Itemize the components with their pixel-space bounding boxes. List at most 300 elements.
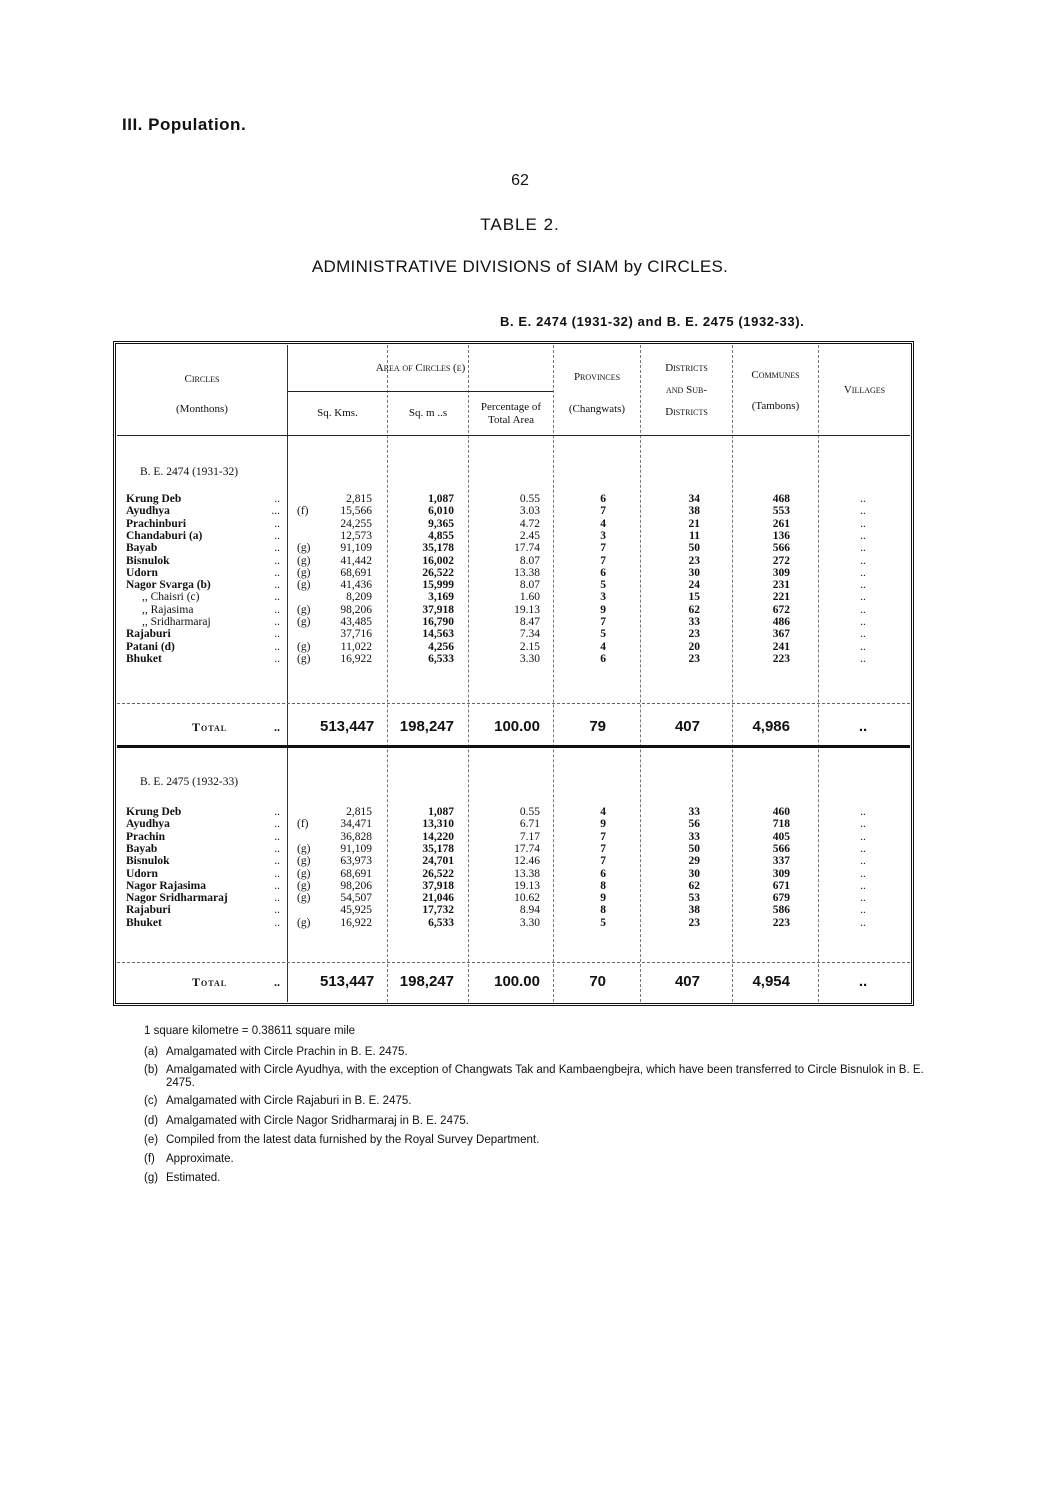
cell-sqkm: 15,566	[340, 505, 372, 518]
cell-vill: ..	[860, 904, 866, 917]
header-percentage: Percentage of	[480, 401, 542, 413]
table-row	[0, 616, 1040, 629]
cell-pct: 0.55	[519, 806, 540, 818]
cell-sqmi: 17,732	[422, 904, 454, 917]
cell-dots: ..	[274, 566, 280, 579]
cell-dots: ..	[274, 652, 280, 665]
header-circles: Circles	[184, 373, 220, 385]
cell-sqkm: 68,691	[340, 566, 372, 579]
cell-vill: ..	[860, 554, 866, 567]
header-districts: Districts	[665, 362, 708, 374]
cell-note: (g)	[297, 603, 311, 616]
cell-comm: 272	[772, 554, 790, 567]
cell-dots: ..	[274, 842, 280, 855]
header-sq-miles: Sq. m ..s	[408, 407, 448, 419]
cell-name: Nagor Sridharmaraj	[126, 892, 228, 905]
cell-prov: 5	[600, 916, 606, 929]
cell-note: (g)	[297, 616, 311, 628]
cell-note: (g)	[297, 879, 311, 892]
cell-vill: ..	[860, 879, 866, 892]
cell-dist: 24	[688, 579, 700, 592]
cell-vill: ..	[860, 579, 866, 592]
table-row	[0, 843, 1040, 856]
cell-note: (g)	[297, 579, 311, 592]
cell-dots: ..	[274, 529, 280, 542]
table-row	[0, 806, 1040, 819]
cell-comm: 231	[772, 579, 790, 592]
cell-vill: ..	[860, 591, 866, 604]
table-row	[0, 555, 1040, 568]
cell-note: (g)	[297, 916, 311, 929]
cell-vill: ..	[860, 855, 866, 868]
cell-prov: 3	[600, 591, 606, 604]
cell-name: Bayab	[126, 542, 158, 555]
cell-pct: 8.47	[519, 616, 540, 628]
cell-pct: 19.13	[514, 879, 540, 892]
cell-name: Chandaburi (a)	[126, 529, 203, 542]
cell-name: Bisnulok	[126, 855, 170, 868]
cell-dist: 23	[688, 652, 700, 665]
table-row	[0, 831, 1040, 844]
cell-dist: 30	[688, 867, 700, 880]
cell-pct: 10.62	[514, 892, 540, 905]
table-row	[0, 917, 1040, 930]
cell-pct: 7.34	[519, 628, 540, 641]
cell-sqmi: 16,002	[422, 554, 454, 567]
cell-comm: 566	[772, 842, 790, 855]
cell-sqmi: 35,178	[422, 842, 454, 855]
cell-prov: 6	[600, 867, 606, 880]
cell-dots: ..	[274, 867, 280, 880]
area-header-rule	[288, 391, 553, 392]
cell-sqmi: 35,178	[422, 542, 454, 555]
cell-dist: 50	[688, 542, 700, 555]
cell-comm: 718	[772, 818, 790, 831]
cell-dots: ...	[271, 505, 280, 518]
cell-prov: 7	[600, 616, 606, 628]
total-rule	[117, 962, 910, 963]
footnote-key: (f)	[144, 1153, 155, 1165]
cell-prov: 3	[600, 529, 606, 542]
cell-name: Krung Deb	[126, 493, 182, 505]
footnote-text: Amalgamated with Circle Nagor Sridharmaraj in B. E. 2475.	[166, 1115, 469, 1127]
cell-comm: 136	[772, 529, 790, 542]
total-sqkm: 513,447	[320, 973, 375, 990]
cell-pct: 4.72	[519, 517, 540, 530]
cell-comm: 337	[772, 855, 790, 868]
cell-vill: ..	[860, 542, 866, 555]
cell-pct: 7.17	[519, 830, 540, 843]
cell-name: Bisnulok	[126, 554, 170, 567]
cell-vill: ..	[860, 616, 866, 628]
cell-dist: 33	[688, 830, 700, 843]
total-sqkm: 513,447	[320, 718, 375, 735]
cell-dist: 15	[688, 591, 700, 604]
cell-dots: ..	[274, 591, 280, 604]
cell-dots: ..	[274, 517, 280, 530]
table-row	[0, 542, 1040, 555]
cell-sqmi: 26,522	[422, 867, 454, 880]
cell-prov: 4	[600, 640, 606, 653]
cell-name: Nagor Svarga (b)	[126, 579, 211, 592]
cell-name: Rajaburi	[126, 904, 171, 917]
cell-sqmi: 4,855	[428, 529, 454, 542]
cell-sqmi: 3,169	[428, 591, 454, 604]
cell-vill: ..	[860, 892, 866, 905]
cell-prov: 8	[600, 879, 606, 892]
table-title: TABLE 2.	[480, 215, 560, 234]
cell-vill: ..	[860, 818, 866, 831]
total-vill: ..	[858, 718, 868, 735]
cell-dist: 30	[688, 566, 700, 579]
cell-comm: 671	[772, 879, 790, 892]
table-row	[0, 892, 1040, 905]
cell-name: Patani (d)	[126, 640, 175, 653]
cell-note: (g)	[297, 652, 311, 665]
section-title: III. Population.	[122, 115, 247, 134]
cell-sqmi: 4,256	[428, 640, 454, 653]
cell-sqmi: 26,522	[422, 566, 454, 579]
cell-pct: 1.60	[519, 591, 540, 604]
total-row	[0, 973, 1040, 991]
cell-name: Ayudhya	[126, 818, 170, 831]
table-row	[0, 653, 1040, 666]
cell-name: Bhuket	[126, 916, 162, 929]
cell-prov: 4	[600, 517, 606, 530]
cell-comm: 460	[772, 806, 790, 818]
block-separator	[117, 745, 910, 748]
total-sqmi: 198,247	[399, 718, 454, 735]
table-row	[0, 868, 1040, 881]
cell-comm: 261	[772, 517, 790, 530]
page-number: 62	[511, 172, 529, 189]
table-row	[0, 855, 1040, 868]
cell-sqkm: 2,815	[346, 806, 372, 818]
header-tambons: (Tambons)	[751, 400, 800, 412]
cell-dist: 11	[689, 529, 700, 542]
cell-dots: ..	[274, 640, 280, 653]
cell-comm: 672	[772, 603, 790, 616]
table-row	[0, 579, 1040, 592]
cell-dots: ..	[274, 916, 280, 929]
total-row	[0, 718, 1040, 736]
cell-dist: 23	[688, 554, 700, 567]
cell-dots: ..	[274, 628, 280, 641]
cell-dist: 56	[688, 818, 700, 831]
cell-sqmi: 16,790	[422, 616, 454, 628]
cell-dist: 33	[688, 616, 700, 628]
table-row	[0, 493, 1040, 506]
cell-name: Udorn	[126, 867, 158, 880]
cell-name: ,, Rajasima	[142, 603, 194, 616]
cell-pct: 8.07	[519, 554, 540, 567]
cell-pct: 3.30	[519, 916, 540, 929]
cell-prov: 4	[600, 806, 606, 818]
cell-prov: 7	[600, 505, 606, 518]
cell-pct: 2.45	[519, 529, 540, 542]
cell-pct: 17.74	[514, 842, 540, 855]
cell-dist: 21	[688, 517, 700, 530]
cell-note: (g)	[297, 867, 311, 880]
footnote-key: (a)	[144, 1046, 159, 1058]
cell-prov: 6	[600, 493, 606, 505]
total-prov: 79	[589, 718, 606, 735]
cell-vill: ..	[860, 806, 866, 818]
cell-comm: 223	[772, 652, 790, 665]
cell-prov: 7	[600, 855, 606, 868]
table-row	[0, 628, 1040, 641]
cell-sqkm: 11,022	[340, 640, 372, 653]
footnote-text: 1 square kilometre = 0.38611 square mile	[144, 1025, 356, 1037]
cell-dist: 38	[688, 505, 700, 518]
footnote-text: Estimated.	[166, 1172, 221, 1184]
cell-comm: 566	[772, 542, 790, 555]
header-changwats: (Changwats)	[568, 403, 626, 415]
cell-pct: 13.38	[514, 867, 540, 880]
cell-sqkm: 91,109	[340, 542, 372, 555]
cell-name: Prachin	[126, 830, 165, 843]
cell-pct: 19.13	[514, 603, 540, 616]
cell-dist: 62	[688, 603, 700, 616]
table-row	[0, 567, 1040, 580]
header-villages: Villages	[843, 384, 886, 396]
cell-comm: 221	[772, 591, 790, 604]
cell-comm: 486	[772, 616, 790, 628]
table-row	[0, 641, 1040, 654]
table-subtitle: ADMINISTRATIVE DIVISIONS of SIAM by CIRCLES.	[311, 257, 729, 276]
cell-sqmi: 6,533	[428, 916, 454, 929]
cell-dots: ..	[274, 542, 280, 555]
cell-name: Udorn	[126, 566, 158, 579]
cell-note: (g)	[297, 892, 311, 905]
cell-sqkm: 43,485	[340, 616, 372, 628]
cell-pct: 8.94	[519, 904, 540, 917]
total-label: Total	[192, 975, 228, 989]
cell-dots: ..	[274, 818, 280, 831]
cell-vill: ..	[860, 652, 866, 665]
cell-vill: ..	[860, 517, 866, 530]
footnote-key: (e)	[144, 1134, 159, 1146]
cell-name: Rajaburi	[126, 628, 171, 641]
cell-dist: 34	[688, 493, 700, 505]
cell-sqkm: 98,206	[340, 879, 372, 892]
cell-pct: 6.71	[519, 818, 540, 831]
cell-dots: ..	[274, 855, 280, 868]
cell-prov: 7	[600, 542, 606, 555]
header-total-area: Total Area	[488, 414, 534, 426]
cell-sqmi: 24,701	[422, 855, 454, 868]
cell-sqkm: 91,109	[340, 842, 372, 855]
cell-sqkm: 37,716	[340, 628, 372, 641]
header-provinces: Provinces	[573, 371, 621, 383]
cell-dots: ..	[274, 579, 280, 592]
cell-name: Ayudhya	[126, 505, 170, 518]
cell-sqkm: 34,471	[340, 818, 372, 831]
cell-dist: 38	[688, 904, 700, 917]
cell-comm: 679	[772, 892, 790, 905]
total-dots: ..	[274, 720, 280, 734]
cell-prov: 8	[600, 904, 606, 917]
cell-dist: 50	[688, 842, 700, 855]
cell-prov: 9	[600, 892, 606, 905]
total-dist: 407	[674, 718, 700, 735]
cell-comm: 241	[772, 640, 790, 653]
years-heading: B. E. 2474 (1931-32) and B. E. 2475 (1932-33).	[500, 314, 805, 329]
table-row	[0, 604, 1040, 617]
table-row	[0, 818, 1040, 831]
cell-prov: 9	[600, 818, 606, 831]
cell-sqkm: 41,436	[340, 579, 372, 592]
cell-sqkm: 45,925	[340, 904, 372, 917]
header-and-sub: and Sub-	[666, 384, 707, 396]
cell-vill: ..	[860, 493, 866, 505]
table-row	[0, 518, 1040, 531]
cell-vill: ..	[860, 867, 866, 880]
cell-note: (g)	[297, 842, 311, 855]
cell-vill: ..	[860, 603, 866, 616]
cell-pct: 2.15	[519, 640, 540, 653]
cell-sqmi: 37,918	[422, 879, 454, 892]
header-sq-kms: Sq. Kms.	[317, 407, 358, 419]
cell-sqmi: 1,087	[428, 806, 454, 818]
cell-dots: ..	[274, 904, 280, 917]
header-sub-districts: Districts	[665, 406, 708, 418]
cell-sqkm: 8,209	[346, 591, 372, 604]
cell-sqmi: 13,310	[422, 818, 454, 831]
cell-name: Bhuket	[126, 652, 162, 665]
cell-prov: 5	[600, 579, 606, 592]
cell-sqmi: 15,999	[422, 579, 454, 592]
cell-comm: 468	[772, 493, 790, 505]
cell-vill: ..	[860, 505, 866, 518]
cell-sqmi: 21,046	[422, 892, 454, 905]
cell-prov: 7	[600, 830, 606, 843]
block-label-2474: B. E. 2474 (1931-32)	[140, 466, 239, 478]
cell-dist: 62	[688, 879, 700, 892]
cell-vill: ..	[860, 916, 866, 929]
cell-note: (f)	[297, 505, 309, 518]
cell-sqkm: 63,973	[340, 855, 372, 868]
cell-sqmi: 6,010	[428, 505, 454, 518]
total-pct: 100.00	[494, 718, 540, 735]
cell-name: Krung Deb	[126, 806, 182, 818]
footnote-text: Approximate.	[166, 1153, 234, 1165]
cell-sqkm: 16,922	[340, 916, 372, 929]
cell-dist: 23	[688, 916, 700, 929]
cell-comm: 309	[772, 566, 790, 579]
footnote-key: (b)	[144, 1064, 159, 1076]
table-row	[0, 505, 1040, 518]
header-monthons: (Monthons)	[176, 403, 228, 415]
cell-name: Prachinburi	[126, 517, 187, 530]
table-row	[0, 880, 1040, 893]
total-sqmi: 198,247	[399, 973, 454, 990]
cell-vill: ..	[860, 842, 866, 855]
cell-sqmi: 37,918	[422, 603, 454, 616]
cell-dist: 53	[688, 892, 700, 905]
cell-dist: 20	[688, 640, 700, 653]
footnote-text: Amalgamated with Circle Prachin in B. E. 2475.	[166, 1046, 408, 1058]
cell-vill: ..	[860, 566, 866, 579]
total-comm: 4,954	[752, 973, 790, 990]
cell-sqmi: 14,220	[422, 830, 454, 843]
cell-vill: ..	[860, 628, 866, 641]
total-dots: ..	[274, 975, 280, 989]
cell-note: (g)	[297, 640, 311, 653]
cell-name: Bayab	[126, 842, 158, 855]
table-row	[0, 591, 1040, 604]
cell-dots: ..	[274, 879, 280, 892]
cell-note: (g)	[297, 566, 311, 579]
footnote-text: Compiled from the latest data furnished by the Royal Survey Department.	[166, 1134, 540, 1146]
cell-dots: ..	[274, 830, 280, 843]
cell-dist: 33	[688, 806, 700, 818]
cell-note: (g)	[297, 855, 311, 868]
cell-comm: 223	[772, 916, 790, 929]
total-vill: ..	[858, 973, 868, 990]
cell-sqmi: 9,365	[428, 517, 454, 530]
cell-comm: 586	[772, 904, 790, 917]
cell-sqkm: 36,828	[340, 830, 372, 843]
total-rule	[117, 703, 910, 704]
footnote-text: Amalgamated with Circle Rajaburi in B. E. 2475.	[166, 1095, 412, 1107]
cell-name: Nagor Rajasima	[126, 879, 206, 892]
cell-pct: 3.03	[519, 505, 540, 518]
cell-sqkm: 16,922	[340, 652, 372, 665]
cell-vill: ..	[860, 640, 866, 653]
cell-comm: 309	[772, 867, 790, 880]
header-communes: Communes	[751, 369, 800, 381]
cell-sqkm: 98,206	[340, 603, 372, 616]
total-comm: 4,986	[752, 718, 790, 735]
total-pct: 100.00	[494, 973, 540, 990]
cell-sqkm: 2,815	[346, 493, 372, 505]
footnote-key: (c)	[144, 1095, 158, 1107]
total-dist: 407	[674, 973, 700, 990]
cell-sqkm: 54,507	[340, 892, 372, 905]
footnote-key: (g)	[144, 1172, 159, 1184]
table-row	[0, 530, 1040, 543]
cell-pct: 3.30	[519, 652, 540, 665]
cell-pct: 0.55	[519, 493, 540, 505]
cell-dots: ..	[274, 554, 280, 567]
cell-pct: 17.74	[514, 542, 540, 555]
header-rule	[117, 435, 910, 436]
cell-prov: 7	[600, 554, 606, 567]
cell-prov: 9	[600, 603, 606, 616]
cell-dist: 23	[688, 628, 700, 641]
cell-dots: ..	[274, 603, 280, 616]
cell-name: ,, Sridharmaraj	[142, 616, 211, 628]
cell-name: ,, Chaisri (c)	[142, 591, 200, 604]
footnote-key: (d)	[144, 1115, 159, 1127]
cell-prov: 5	[600, 628, 606, 641]
cell-sqkm: 12,573	[340, 529, 372, 542]
cell-pct: 13.38	[514, 566, 540, 579]
cell-sqmi: 14,563	[422, 628, 454, 641]
cell-dist: 29	[688, 855, 700, 868]
cell-note: (f)	[297, 818, 309, 831]
cell-comm: 367	[772, 628, 790, 641]
cell-dots: ..	[274, 616, 280, 628]
cell-comm: 553	[772, 505, 790, 518]
cell-vill: ..	[860, 830, 866, 843]
block-label-2475: B. E. 2475 (1932-33)	[140, 776, 239, 788]
cell-comm: 405	[772, 830, 790, 843]
cell-sqmi: 1,087	[428, 493, 454, 505]
footnote-text: Amalgamated with Circle Ayudhya, with the exception of Changwats Tak and Kambaengbejra, which have been transferred to Circle Bisnulok in B. E. 2475.	[166, 1064, 924, 1089]
cell-sqkm: 68,691	[340, 867, 372, 880]
